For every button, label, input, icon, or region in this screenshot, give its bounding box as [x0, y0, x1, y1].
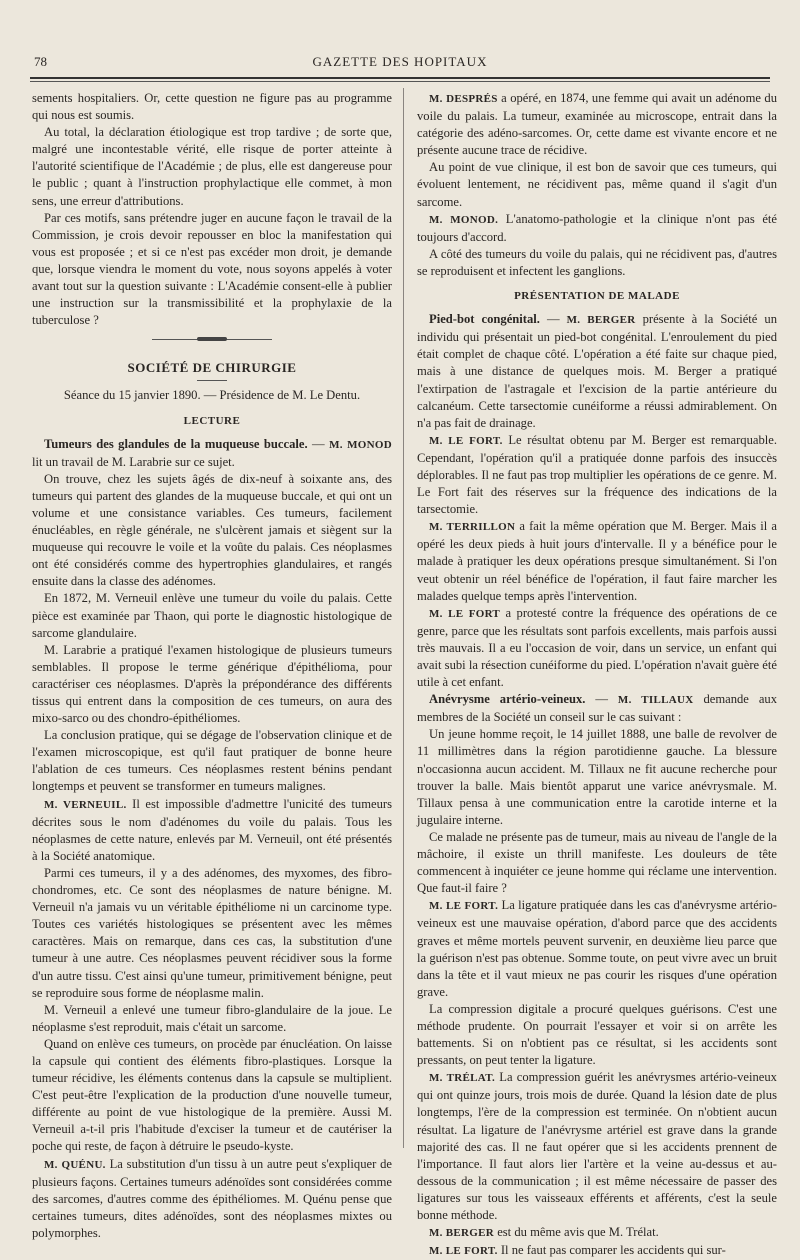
speaker-name: M. TERRILLON [429, 521, 516, 534]
paragraph [417, 1069, 777, 1224]
right-column [417, 90, 777, 1260]
small-rule [197, 380, 227, 381]
article-title: Anévrysme artério-veineux. [429, 692, 586, 707]
separator: — [539, 312, 567, 327]
paragraph: Ce malade ne présente pas de tumeur, mais au niveau de l'angle de la mâchoire, il existe un thrill manifeste. Les douleurs de tête commencent à inquiéter ce jeune homme qui réclame une intervention. Que faut-il faire ? [417, 829, 777, 896]
speaker-name: M. MONOD [329, 438, 392, 451]
paragraph: sements hospitaliers. Or, cette question ne figure pas au programme qui nous est soumis. [32, 91, 392, 123]
paragraph-text: Il est impossible d'admettre l'unicité des tumeurs décrites sous le nom d'adénomes du voile du palais. Tous les néoplasmes de cette nature, enlevés par M. Verneuil, ont été présentés à la Société anatomique. [32, 796, 392, 863]
paragraph: Un jeune homme reçoit, le 14 juillet 1888, une balle de revolver de 11 millimètres dans la région parotidienne gauche. La blessure n'occasionna aucun accident. M. Tillaux ne fit aucune recherche pour trouver la balle. Mais bientôt apparut une varice anévrysmale. M. Tillaux pensa à une communication entre la carotide interne et la jugulaire interne. [417, 727, 777, 827]
paragraph: M. Verneuil a enlevé une tumeur fibro-glandulaire de la joue. Le néoplasme s'est reproduit, mais c'était un sarcome. [32, 1002, 392, 1034]
paragraph-text: lit un travail de M. Larabrie sur ce sujet. [32, 454, 235, 469]
paragraph-text: La ligature pratiquée dans les cas d'anévrysme artério-veineux est une mauvaise opération, d'abord parce que des accidents graves et même mortels peuvent survenir, en deuxième lieu parce que la guérison n'est pas obtenue. Somme toute, on peut vivre avec un bruit dans la tête et il vaut mieux ne pas courir les risques d'une opération grave. [417, 898, 777, 999]
paragraph: On trouve, chez les sujets âgés de dix-neuf à soixante ans, des tumeurs qui partent des glandes de la muqueuse buccale, et qui ont un volume et une consistance variables. Ces tumeurs, facilement énucléables, en règle générale, ne s'ulcèrent jamais et siègent sur la muqueuse qui recouvre le voile et la voûte du palais. Ces néoplasmes ont été considérés comme des hypertrophies glandulaires, et rangés ensuite dans la classe des adénomes. [32, 471, 392, 589]
left-column [32, 90, 392, 1242]
speaker-name: M. LE FORT. [429, 1245, 498, 1258]
paragraph-text: demande aux membres de la Société un conseil sur le cas suivant : [417, 692, 778, 725]
paragraph [417, 897, 777, 1001]
sub-title: LECTURE [183, 414, 241, 427]
speaker-name: M. BERGER [566, 314, 636, 327]
paragraph: La compression digitale a procuré quelques guérisons. C'est une méthode prudente. On pourrait l'essayer et voir si on arrête les battements. Si on n'obtient pas ce résultat, si les accidents sont pressants, on peut tenter la ligature. [417, 1001, 777, 1068]
paragraph [417, 691, 777, 726]
paragraph: A côté des tumeurs du voile du palais, qui ne récidivent pas, d'autres se reproduisent et infectent les ganglions. [417, 246, 777, 278]
paragraph [32, 796, 392, 865]
page-header [30, 54, 770, 76]
header-rule-thin [30, 81, 770, 82]
section-title: SOCIÉTÉ DE CHIRURGIE [127, 360, 297, 376]
paragraph: M. Larabrie a pratiqué l'examen histologique de plusieurs tumeurs semblables. Il propose le terme générique d'épithélioma, pour caractériser ces néoplasmes. D'après la prépondérance des différents tissus qui entrent dans la composition de ces tumeurs, on aura des mixo-sarco ou des chondro-épithéliomes. [32, 642, 392, 726]
paragraph: Au total, la déclaration étiologique est trop tardive ; de sorte que, malgré une incontestable vérité, elle risque de porter atteinte à l'autorité scientifique de l'Académie ; de plus, elle est dangereuse pour le public ; quant à l'instruction prophylactique elle commet, à mon sens, une erreur d'attributions. [32, 125, 392, 208]
ornament-divider [32, 335, 392, 345]
paragraph [32, 436, 392, 471]
paragraph: Au point de vue clinique, il est bon de savoir que ces tumeurs, qui évoluent lentement, ne récidivent pas, même quand il s'agit d'un sarcome. [417, 160, 777, 209]
paragraph-text: est du même avis que M. Trélat. [494, 1225, 659, 1240]
paragraph: En 1872, M. Verneuil enlève une tumeur du voile du palais. Cette pièce est examinée par Thaon, qui porte le diagnostic histologique de sarcome glandulaire. [32, 591, 392, 640]
speaker-name: M. QUÉNU. [44, 1158, 106, 1171]
speaker-name: M. LE FORT. [429, 900, 499, 913]
speaker-name: M. MONOD. [429, 213, 499, 226]
paragraph: Quand on enlève ces tumeurs, on procède par énucléation. On laisse la capsule qui contient des éléments fibro-plastiques. Lorsque la tumeur récidive, les éléments contenus dans la capsule se multiplient. C'est peut-être l'explication de la production d'une nouvelle tumeur, différente au point de vue histologique de la première. Aussi M. Verneuil a-t-il pris l'habitude d'exciser la tumeur et de cautériser la poche qui reste, de façon à détruire le pseudo-kyste. [32, 1036, 392, 1154]
speaker-name: M. LE FORT [429, 607, 501, 620]
paragraph [417, 1224, 777, 1242]
paragraph [417, 518, 777, 604]
paragraph-text: a opéré, en 1874, une femme qui avait un adénome du voile du palais. La tumeur, examinée au microscope, entrait dans la catégorie des adéno-sarcomes. Or, cette dame est vivante encore et ne présente aucune trace de récidive. [417, 91, 778, 158]
paragraph-text: a fait la même opération que M. Berger. Mais il a opéré les deux pieds à huit jours d'intervalle. Il y a bénéfice pour le malade à pratiquer les deux opérations presque simultanément. Si l'on veut obtenir un réel bénéfice de l'opération, il faut faire marcher les malades quelque temps après l'intervention. [417, 519, 777, 603]
paragraph: Parmi ces tumeurs, il y a des adénomes, des myxomes, des fibro-chondromes, etc. Ce sont des néoplasmes de nature bénigne. M. Verneuil n'a jamais vu un véritable épithéliome ni un carcinome type. Toutes ces variétés histologiques se présentent avec les mêmes caractères. Mais on remarque, dans ces cas, la substitution d'une tumeur à une autre. Ces néoplasmes peuvent récidiver sous la forme d'un autre tissu. C'est ainsi qu'une tumeur, primitivement bénigne, peut se reproduire sous forme de néoplasme malin. [32, 865, 392, 1000]
paragraph [32, 1156, 392, 1242]
journal-title: GAZETTE DES HOPITAUX [312, 54, 488, 69]
paragraph [417, 211, 777, 246]
page-number: 78 [34, 54, 47, 69]
paragraph-text: La substitution d'un tissu à un autre peut s'expliquer de plusieurs façons. Certaines tumeurs adénoïdes sont considérées comme des sarcomes, d'autres comme des épithéliomes. M. Quénu pense que certaines tumeurs, dites adénoïdes, sont des néoplasmes mixtes ou polymorphes. [32, 1156, 392, 1240]
paragraph: Par ces motifs, sans prétendre juger en aucune façon le travail de la Commission, je crois devoir repousser en bloc la manifestation qui vous est proposée ; et si ce n'est pas excéder mon droit, je demande que, lorsque viendra le moment du vote, nous soyons appelés à voter avant tout sur la question suivante : L'Académie consent-elle à publier une instruction sur la transmissibilité et la prophylaxie de la tuberculose ? [32, 210, 392, 328]
article-title: Pied-bot congénital. [429, 312, 540, 327]
speaker-name: M. TRÉLAT. [429, 1072, 496, 1085]
paragraph [417, 432, 777, 518]
paragraph-text: L'anatomo-pathologie et la clinique n'ont pas été toujours d'accord. [417, 211, 778, 244]
speaker-name: M. VERNEUIL. [44, 798, 127, 811]
column-divider [403, 88, 404, 1148]
paragraph-text: présente à la Société un individu qui présentait un pied-bot congénital. L'enroulement du pied était complet de chaque côté. L'opération a été faite sur chaque pied, mais à une distance de quelques mois. M. Berger a pratiqué l'extirpation de l'astragale et l'excision de la partie antérieure du calcanéum. Cette tarsectomie cunéiforme a réussi admirablement. On n'a pas fait de drainage. [417, 312, 778, 430]
paragraph-text: Le résultat obtenu par M. Berger est remarquable. Cependant, l'opération qu'il a pratiquée donne parfois des insuccès déplorables. Il ne faut pas trop multiplier les opérations de ce genre. M. Le Fort fait des réserves sur la fréquence des indications de la tarsectomie. [417, 432, 777, 517]
separator: — [307, 436, 330, 451]
header-rule [30, 77, 770, 79]
paragraph [417, 605, 777, 691]
speaker-name: M. LE FORT. [429, 434, 503, 447]
speaker-name: M. BERGER [429, 1227, 495, 1240]
sub-title: PRÉSENTATION DE MALADE [514, 290, 680, 303]
session-info: Séance du 15 janvier 1890. — Présidence de M. Le Dentu. [63, 388, 361, 403]
paragraph-text: a protesté contre la fréquence des opérations de ce genre, parce que les résultats sont parfois excellents, mais parfois aussi très mauvais. Il a eu l'occasion de voir, dans un service, un enfant qui avait subi la résection cunéiforme du pied. L'opération n'avait guère été utile à cet enfant. [417, 605, 777, 690]
paragraph: La conclusion pratique, qui se dégage de l'observation clinique et de l'examen microscopique, est qu'il faut pratiquer de bonne heure l'ablation de ces tumeurs. Ces néoplasmes restent bénins pendant longtemps et peuvent se transformer en tumeurs malignes. [32, 728, 392, 794]
paragraph-text: Il ne faut pas comparer les accidents qui sur- [497, 1243, 726, 1258]
speaker-name: M. DESPRÉS [429, 93, 498, 105]
paragraph [417, 311, 777, 432]
paragraph [417, 90, 777, 159]
paragraph [417, 1242, 777, 1260]
paragraph-text: La compression guérit les anévrysmes artério-veineux qui ont quinze jours, trois mois de durée. Quand la lésion date de plus longtemps, l'ère de la compression est terminée. On n'obtient aucun résultat. La ligature de l'anévrysme artériel est grave dans la grande majorité des cas. Il ne faut opérer que si les accidents prennent de l'importance. Il faut alors lier l'artère et la veine au-dessus et au-dessous de la communication ; il est même nécessaire de passer des ligatures sur tous les vaisseaux efférents et afférents, c'est la seule bonne méthode. [417, 1070, 777, 1222]
separator: — [585, 692, 618, 707]
article-title: Tumeurs des glandules de la muqueuse buccale. [44, 436, 308, 451]
speaker-name: M. TILLAUX [617, 694, 694, 707]
